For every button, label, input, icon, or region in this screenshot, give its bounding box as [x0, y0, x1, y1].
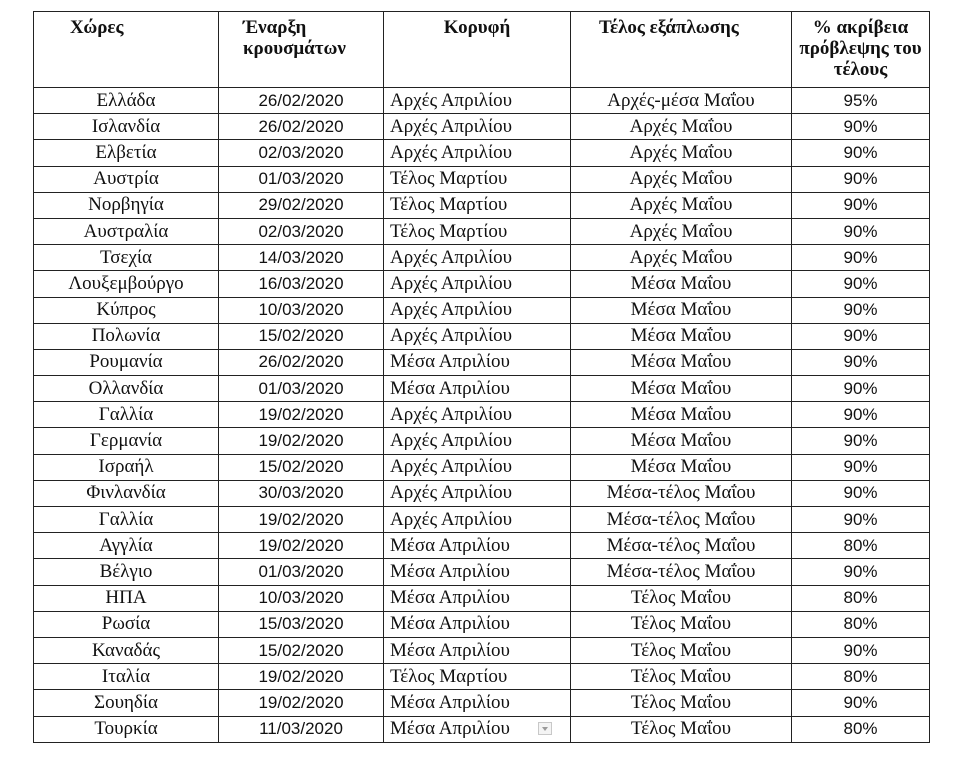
case-start-cell[interactable]: [219, 166, 384, 192]
accuracy-cell-text: 90%: [843, 561, 878, 581]
case-start-cell[interactable]: [219, 349, 384, 375]
country-cell[interactable]: [34, 559, 219, 585]
accuracy-cell-text: 90%: [843, 509, 878, 529]
accuracy-cell[interactable]: [792, 690, 930, 716]
case-start-cell-text: 26/02/2020: [258, 90, 344, 110]
country-cell[interactable]: [34, 533, 219, 559]
peak-cell-text: Μέσα Απριλίου: [390, 613, 510, 635]
accuracy-cell-text: 90%: [843, 378, 878, 398]
case-start-cell-text: 19/02/2020: [258, 692, 344, 712]
table-row: [34, 716, 930, 742]
country-cell[interactable]: [34, 690, 219, 716]
accuracy-cell-text: 90%: [843, 326, 878, 346]
case-start-cell-text: 26/02/2020: [258, 352, 344, 372]
accuracy-cell-text: 90%: [843, 221, 878, 241]
accuracy-cell-text: 80%: [843, 588, 878, 608]
country-cell[interactable]: [34, 140, 219, 166]
country-cell[interactable]: [34, 166, 219, 192]
peak-cell-text: Αρχές Απριλίου: [390, 115, 512, 137]
case-start-cell-text: 02/03/2020: [258, 142, 344, 162]
peak-cell-text: Μέσα Απριλίου: [390, 534, 510, 556]
peak-cell[interactable]: [384, 376, 571, 402]
accuracy-cell-text: 80%: [843, 666, 878, 686]
country-cell-text: Κύπρος: [96, 299, 156, 321]
header-peak[interactable]: Κορυφή: [384, 12, 571, 88]
case-start-cell-text: 19/02/2020: [258, 404, 344, 424]
peak-cell[interactable]: [384, 637, 571, 663]
accuracy-cell-text: 90%: [843, 142, 878, 162]
accuracy-cell[interactable]: [792, 323, 930, 349]
country-cell[interactable]: [34, 245, 219, 271]
spread-end-cell[interactable]: [571, 716, 792, 742]
peak-cell[interactable]: [384, 402, 571, 428]
peak-cell[interactable]: [384, 166, 571, 192]
peak-cell[interactable]: [384, 507, 571, 533]
case-start-cell[interactable]: [219, 88, 384, 114]
country-cell[interactable]: [34, 716, 219, 742]
country-cell[interactable]: [34, 114, 219, 140]
case-start-cell[interactable]: [219, 114, 384, 140]
peak-cell-text: Μέσα Απριλίου: [390, 560, 510, 582]
accuracy-cell-text: 90%: [843, 195, 878, 215]
spread-end-cell[interactable]: [571, 585, 792, 611]
peak-cell-text: Τέλος Μαρτίου: [390, 220, 508, 242]
case-start-cell-text: 15/02/2020: [258, 326, 344, 346]
accuracy-cell[interactable]: [792, 611, 930, 637]
case-start-cell[interactable]: [219, 533, 384, 559]
table-row: [34, 271, 930, 297]
case-start-cell[interactable]: [219, 611, 384, 637]
case-start-cell-text: 15/02/2020: [258, 640, 344, 660]
case-start-cell-text: 19/02/2020: [258, 535, 344, 555]
accuracy-cell-text: 90%: [843, 457, 878, 477]
table-row: [34, 454, 930, 480]
spread-end-cell[interactable]: [571, 376, 792, 402]
table-row: [34, 637, 930, 663]
case-start-cell[interactable]: [219, 637, 384, 663]
accuracy-cell[interactable]: [792, 716, 930, 742]
case-start-cell[interactable]: [219, 140, 384, 166]
spread-end-cell[interactable]: [571, 664, 792, 690]
peak-cell-text: Αρχές Απριλίου: [390, 430, 512, 452]
case-start-cell-text: 11/03/2020: [259, 719, 343, 739]
accuracy-cell-text: 90%: [843, 431, 878, 451]
country-cell-text: Ελβετία: [95, 141, 157, 163]
country-cell[interactable]: [34, 585, 219, 611]
peak-cell-text: Τέλος Μαρτίου: [390, 665, 508, 687]
peak-cell[interactable]: [384, 454, 571, 480]
peak-cell[interactable]: [384, 611, 571, 637]
country-cell-text: Τουρκία: [94, 718, 158, 740]
table-row: [34, 297, 930, 323]
table-row: [34, 192, 930, 218]
accuracy-cell[interactable]: [792, 480, 930, 506]
peak-cell[interactable]: [384, 140, 571, 166]
spread-end-cell[interactable]: [571, 454, 792, 480]
spread-end-cell[interactable]: [571, 480, 792, 506]
spread-end-cell[interactable]: [571, 245, 792, 271]
case-start-cell-text: 19/02/2020: [258, 509, 344, 529]
case-start-cell[interactable]: [219, 716, 384, 742]
accuracy-cell[interactable]: [792, 140, 930, 166]
spread-end-cell[interactable]: [571, 611, 792, 637]
case-start-cell[interactable]: [219, 690, 384, 716]
peak-cell[interactable]: [384, 585, 571, 611]
spread-end-cell-text: Μέσα Μαΐου: [630, 325, 732, 347]
case-start-cell[interactable]: [219, 480, 384, 506]
peak-cell-text: Τέλος Μαρτίου: [390, 168, 508, 190]
accuracy-cell[interactable]: [792, 533, 930, 559]
peak-cell[interactable]: [384, 559, 571, 585]
country-cell[interactable]: [34, 480, 219, 506]
country-cell-text: Φινλανδία: [86, 482, 166, 504]
country-cell-text: Γαλλία: [98, 508, 154, 530]
forecast-table: [33, 11, 930, 743]
peak-cell-text: Αρχές Απριλίου: [390, 482, 512, 504]
table-row: [34, 323, 930, 349]
case-start-cell-text: 16/03/2020: [258, 273, 344, 293]
header-case-start[interactable]: Έναρξη κρουσμάτων: [219, 12, 384, 88]
peak-cell[interactable]: [384, 323, 571, 349]
country-cell[interactable]: [34, 271, 219, 297]
peak-cell[interactable]: [384, 690, 571, 716]
accuracy-cell[interactable]: [792, 218, 930, 244]
spread-end-cell-text: Τέλος Μαΐου: [630, 691, 732, 713]
table-row: [34, 88, 930, 114]
case-start-cell-text: 15/03/2020: [258, 614, 344, 634]
header-row: [34, 12, 930, 88]
accuracy-cell-text: 90%: [843, 483, 878, 503]
accuracy-cell-text: 90%: [843, 273, 878, 293]
peak-cell[interactable]: [384, 192, 571, 218]
case-start-cell[interactable]: [219, 376, 384, 402]
country-cell[interactable]: [34, 297, 219, 323]
country-cell-text: Τσεχία: [99, 246, 153, 268]
country-cell-text: Σουηδία: [94, 691, 158, 713]
spread-end-cell[interactable]: [571, 297, 792, 323]
case-start-cell-text: 19/02/2020: [258, 431, 344, 451]
dropdown-arrow-icon[interactable]: [538, 722, 552, 735]
table-row: [34, 611, 930, 637]
spread-end-cell[interactable]: [571, 218, 792, 244]
spread-end-cell-text: Τέλος Μαΐου: [630, 665, 732, 687]
header-country[interactable]: Χώρες: [34, 12, 219, 88]
table-row: [34, 218, 930, 244]
table-row: [34, 140, 930, 166]
table-row: [34, 166, 930, 192]
country-cell-text: Αυστραλία: [83, 220, 169, 242]
country-cell-text: Λουξεμβούργο: [68, 272, 184, 294]
accuracy-cell-text: 80%: [843, 535, 878, 555]
peak-cell[interactable]: [384, 533, 571, 559]
spread-end-cell[interactable]: [571, 271, 792, 297]
accuracy-cell[interactable]: [792, 664, 930, 690]
case-start-cell-text: 30/03/2020: [258, 483, 344, 503]
spread-end-cell[interactable]: [571, 349, 792, 375]
country-cell-text: Πολωνία: [91, 325, 161, 347]
country-cell-text: Νορβηγία: [88, 194, 164, 216]
spread-end-cell-text: Μέσα Μαΐου: [630, 377, 732, 399]
spread-end-cell-text: Αρχές Μαΐου: [629, 115, 733, 137]
table-row: [34, 507, 930, 533]
country-cell-text: Ισλανδία: [91, 115, 161, 137]
case-start-cell[interactable]: [219, 245, 384, 271]
peak-cell-text: Αρχές Απριλίου: [390, 403, 512, 425]
accuracy-cell[interactable]: [792, 349, 930, 375]
accuracy-cell[interactable]: [792, 297, 930, 323]
case-start-cell[interactable]: [219, 428, 384, 454]
case-start-cell-text: 10/03/2020: [258, 300, 344, 320]
peak-cell[interactable]: [384, 297, 571, 323]
country-cell-text: Ολλανδία: [88, 377, 164, 399]
peak-cell-text: Μέσα Απριλίου: [390, 718, 510, 740]
spread-end-cell[interactable]: [571, 323, 792, 349]
spread-end-cell-text: Μέσα Μαΐου: [630, 456, 732, 478]
spread-end-cell[interactable]: [571, 402, 792, 428]
peak-cell-text: Μέσα Απριλίου: [390, 639, 510, 661]
case-start-cell[interactable]: [219, 323, 384, 349]
country-cell-text: Βέλγιο: [99, 560, 153, 582]
country-cell[interactable]: [34, 402, 219, 428]
case-start-cell[interactable]: [219, 454, 384, 480]
header-spread-end[interactable]: Τέλος εξάπλωσης: [571, 12, 792, 88]
table-row: [34, 690, 930, 716]
case-start-cell[interactable]: [219, 507, 384, 533]
spread-end-cell-text: Μέσα-τέλος Μαΐου: [606, 534, 756, 556]
accuracy-cell[interactable]: [792, 559, 930, 585]
peak-cell[interactable]: [384, 88, 571, 114]
peak-cell-text: Αρχές Απριλίου: [390, 246, 512, 268]
country-cell[interactable]: [34, 507, 219, 533]
spread-end-cell[interactable]: [571, 690, 792, 716]
country-cell[interactable]: [34, 376, 219, 402]
table-row: [34, 349, 930, 375]
table-row: [34, 114, 930, 140]
country-cell-text: Αγγλία: [99, 534, 153, 556]
spread-end-cell-text: Μέσα-τέλος Μαΐου: [606, 482, 756, 504]
accuracy-cell[interactable]: [792, 166, 930, 192]
spread-end-cell-text: Μέσα Μαΐου: [630, 430, 732, 452]
peak-cell-text: Αρχές Απριλίου: [390, 272, 512, 294]
accuracy-cell[interactable]: [792, 402, 930, 428]
accuracy-cell[interactable]: [792, 114, 930, 140]
accuracy-cell-text: 90%: [843, 640, 878, 660]
spread-end-cell[interactable]: [571, 533, 792, 559]
spread-end-cell[interactable]: [571, 192, 792, 218]
accuracy-cell[interactable]: [792, 428, 930, 454]
country-cell[interactable]: [34, 218, 219, 244]
accuracy-cell[interactable]: [792, 271, 930, 297]
peak-cell-text: Αρχές Απριλίου: [390, 299, 512, 321]
case-start-cell-text: 19/02/2020: [258, 666, 344, 686]
country-cell[interactable]: [34, 454, 219, 480]
accuracy-cell-text: 90%: [843, 352, 878, 372]
spread-end-cell-text: Αρχές Μαΐου: [629, 220, 733, 242]
accuracy-cell-text: 80%: [843, 719, 878, 739]
table-row: [34, 533, 930, 559]
case-start-cell[interactable]: [219, 192, 384, 218]
case-start-cell-text: 01/03/2020: [258, 169, 344, 189]
accuracy-cell[interactable]: [792, 192, 930, 218]
table-row: [34, 664, 930, 690]
accuracy-cell-text: 80%: [843, 614, 878, 634]
spread-end-cell-text: Μέσα Μαΐου: [630, 299, 732, 321]
case-start-cell[interactable]: [219, 585, 384, 611]
spread-end-cell-text: Αρχές Μαΐου: [629, 246, 733, 268]
spread-end-cell-text: Αρχές Μαΐου: [629, 168, 733, 190]
accuracy-cell[interactable]: [792, 88, 930, 114]
case-start-cell-text: 01/03/2020: [258, 378, 344, 398]
spread-end-cell[interactable]: [571, 507, 792, 533]
case-start-cell[interactable]: [219, 271, 384, 297]
case-start-cell-text: 29/02/2020: [258, 195, 344, 215]
spread-end-cell-text: Αρχές Μαΐου: [629, 194, 733, 216]
table-body: [34, 88, 930, 743]
case-start-cell-text: 15/02/2020: [258, 457, 344, 477]
case-start-cell-text: 10/03/2020: [258, 588, 344, 608]
table-row: [34, 376, 930, 402]
spread-end-cell-text: Αρχές Μαΐου: [629, 141, 733, 163]
table-row: [34, 480, 930, 506]
accuracy-cell-text: 90%: [843, 300, 878, 320]
case-start-cell[interactable]: [219, 559, 384, 585]
country-cell-text: Γερμανία: [89, 430, 163, 452]
accuracy-cell-text: 90%: [843, 169, 878, 189]
country-cell-text: Ιταλία: [101, 665, 151, 687]
peak-cell[interactable]: [384, 349, 571, 375]
peak-cell-text: Μέσα Απριλίου: [390, 351, 510, 373]
accuracy-cell[interactable]: [792, 507, 930, 533]
case-start-cell[interactable]: [219, 664, 384, 690]
peak-cell[interactable]: [384, 271, 571, 297]
table-row: [34, 559, 930, 585]
table-row: [34, 402, 930, 428]
table-row: [34, 585, 930, 611]
country-cell[interactable]: [34, 611, 219, 637]
peak-cell-text: Αρχές Απριλίου: [390, 325, 512, 347]
spread-end-cell-text: Τέλος Μαΐου: [630, 718, 732, 740]
peak-cell[interactable]: [384, 245, 571, 271]
case-start-cell-text: 01/03/2020: [258, 561, 344, 581]
peak-cell-text: Αρχές Απριλίου: [390, 89, 512, 111]
case-start-cell-text: 14/03/2020: [258, 247, 344, 267]
country-cell-text: Ρωσία: [101, 613, 151, 635]
case-start-cell[interactable]: [219, 297, 384, 323]
country-cell[interactable]: [34, 428, 219, 454]
peak-cell-text: Μέσα Απριλίου: [390, 587, 510, 609]
spread-end-cell-text: Μέσα-τέλος Μαΐου: [606, 508, 756, 530]
accuracy-cell[interactable]: [792, 585, 930, 611]
accuracy-cell[interactable]: [792, 454, 930, 480]
country-cell[interactable]: [34, 323, 219, 349]
spread-end-cell-text: Τέλος Μαΐου: [630, 587, 732, 609]
spread-end-cell[interactable]: [571, 140, 792, 166]
peak-cell[interactable]: [384, 716, 571, 742]
spread-end-cell-text: Τέλος Μαΐου: [630, 613, 732, 635]
country-cell[interactable]: [34, 88, 219, 114]
case-start-cell[interactable]: [219, 218, 384, 244]
spread-end-cell[interactable]: [571, 428, 792, 454]
peak-cell[interactable]: [384, 114, 571, 140]
case-start-cell-text: 02/03/2020: [258, 221, 344, 241]
spread-end-cell-text: Μέσα-τέλος Μαΐου: [606, 560, 756, 582]
spread-end-cell[interactable]: [571, 559, 792, 585]
country-cell-text: Ελλάδα: [96, 89, 156, 111]
country-cell[interactable]: [34, 637, 219, 663]
spread-end-cell-text: Μέσα Μαΐου: [630, 272, 732, 294]
spread-end-cell-text: Τέλος Μαΐου: [630, 639, 732, 661]
peak-cell-text: Μέσα Απριλίου: [390, 691, 510, 713]
country-cell-text: Ρουμανία: [89, 351, 163, 373]
peak-cell-text: Αρχές Απριλίου: [390, 456, 512, 478]
spread-end-cell-text: Μέσα Μαΐου: [630, 351, 732, 373]
country-cell-text: Αυστρία: [93, 168, 159, 190]
country-cell-text: Γαλλία: [98, 403, 154, 425]
spread-end-cell-text: Αρχές-μέσα Μαΐου: [607, 89, 755, 111]
country-cell[interactable]: [34, 349, 219, 375]
spread-end-cell[interactable]: [571, 88, 792, 114]
peak-cell[interactable]: [384, 480, 571, 506]
spread-end-cell[interactable]: [571, 166, 792, 192]
peak-cell[interactable]: [384, 428, 571, 454]
case-start-cell[interactable]: [219, 402, 384, 428]
country-cell-text: Ισραήλ: [98, 456, 154, 478]
peak-cell-text: Τέλος Μαρτίου: [390, 194, 508, 216]
country-cell[interactable]: [34, 192, 219, 218]
table-row: [34, 428, 930, 454]
accuracy-cell[interactable]: [792, 245, 930, 271]
peak-cell-text: Αρχές Απριλίου: [390, 141, 512, 163]
accuracy-cell[interactable]: [792, 376, 930, 402]
accuracy-cell[interactable]: [792, 637, 930, 663]
accuracy-cell-text: 90%: [843, 692, 878, 712]
spread-end-cell[interactable]: [571, 637, 792, 663]
header-accuracy[interactable]: % ακρίβεια πρόβλεψης του τέλους: [792, 12, 930, 88]
accuracy-cell-text: 90%: [843, 247, 878, 267]
country-cell-text: Καναδάς: [92, 639, 160, 661]
spread-end-cell-text: Μέσα Μαΐου: [630, 403, 732, 425]
peak-cell[interactable]: [384, 664, 571, 690]
accuracy-cell-text: 90%: [843, 404, 878, 424]
accuracy-cell-text: 95%: [843, 90, 878, 110]
spread-end-cell[interactable]: [571, 114, 792, 140]
peak-cell[interactable]: [384, 218, 571, 244]
country-cell[interactable]: [34, 664, 219, 690]
peak-cell-text: Αρχές Απριλίου: [390, 508, 512, 530]
country-cell-text: ΗΠΑ: [105, 587, 147, 609]
accuracy-cell-text: 90%: [843, 116, 878, 136]
case-start-cell-text: 26/02/2020: [258, 116, 344, 136]
table-row: [34, 245, 930, 271]
peak-cell-text: Μέσα Απριλίου: [390, 377, 510, 399]
